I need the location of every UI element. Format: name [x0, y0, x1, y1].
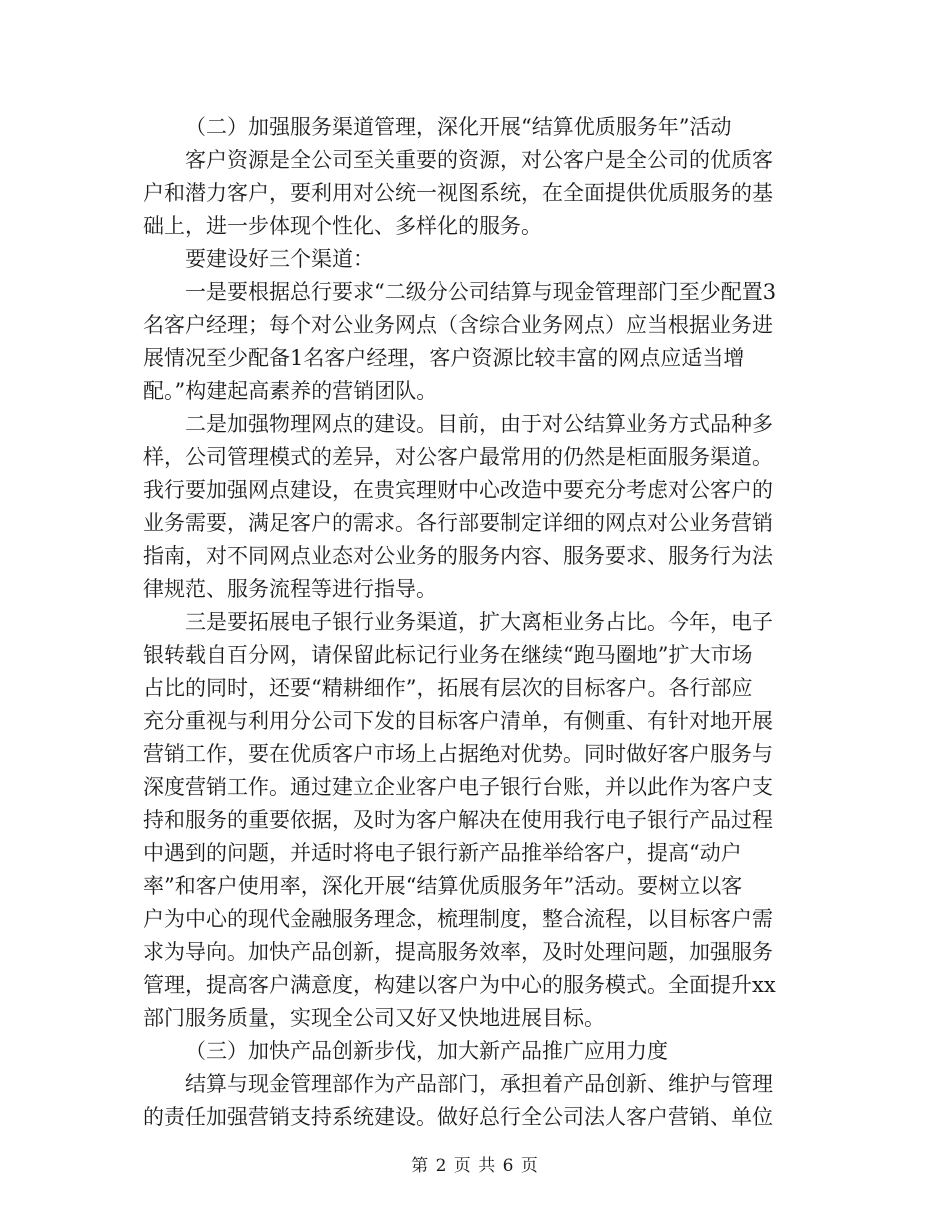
paragraph-line: 律规范、服务流程等进行指导。 — [143, 577, 437, 601]
section-heading-3: （三）加快产品创新步伐，加大新产品推广应用力度 — [185, 1039, 668, 1063]
paragraph-line: 管理，提高客户满意度，构建以客户为中心的服务模式。全面提升xx — [143, 973, 776, 997]
paragraph-line: 营销工作，要在优质客户市场上占据绝对优势。同时做好客户服务与 — [143, 742, 773, 766]
paragraph-line: 部门服务质量，实现全公司又好又快地进展目标。 — [143, 1006, 605, 1030]
paragraph-line: 样，公司管理模式的差异，对公客户最常用的仍然是柜面服务渠道。 — [143, 445, 773, 469]
paragraph-line: 中遇到的问题，并适时将电子银行新产品推举给客户，提高“动户 — [143, 841, 742, 865]
paragraph-line: 结算与现金管理部作为产品部门，承担着产品创新、维护与管理 — [185, 1072, 773, 1096]
paragraph-line: 要建设好三个渠道： — [185, 247, 374, 271]
paragraph-line: 持和服务的重要依据，及时为客户解决在使用我行电子银行产品过程 — [143, 808, 773, 832]
paragraph-line: 户和潜力客户，要利用对公统一视图系统，在全面提供优质服务的基 — [143, 181, 773, 205]
paragraph-line: 占比的同时，还要“精耕细作”，拓展有层次的目标客户。各行部应 — [143, 676, 753, 700]
paragraph-line: 一是要根据总行要求“二级分公司结算与现金管理部门至少配置3 — [185, 280, 777, 304]
paragraph-line: 的责任加强营销支持系统建设。做好总行全公司法人客户营销、单位 — [143, 1105, 773, 1129]
page-footer: 第 2 页 共 6 页 — [411, 1156, 539, 1176]
paragraph-line: 展情况至少配备1名客户经理，客户资源比较丰富的网点应适当增 — [143, 346, 745, 370]
paragraph-line: 础上，进一步体现个性化、多样化的服务。 — [143, 214, 542, 238]
paragraph-line: 名客户经理；每个对公业务网点（含综合业务网点）应当根据业务进 — [143, 313, 773, 337]
paragraph-line: 业务需要，满足客户的需求。各行部要制定详细的网点对公业务营销 — [143, 511, 773, 535]
paragraph-line: 二是加强物理网点的建设。目前，由于对公结算业务方式品种多 — [185, 412, 773, 436]
paragraph-line: 银转载自百分网，请保留此标记行业务在继续“跑马圈地”扩大市场 — [143, 643, 753, 667]
section-heading-2: （二）加强服务渠道管理，深化开展“结算优质服务年”活动 — [185, 115, 732, 139]
paragraph-line: 客户资源是全公司至关重要的资源，对公客户是全公司的优质客 — [185, 148, 773, 172]
paragraph-line: 求为导向。加快产品创新，提高服务效率，及时处理问题，加强服务 — [143, 940, 773, 964]
paragraph-line: 配。”构建起高素养的营销团队。 — [143, 379, 438, 403]
paragraph-line: 三是要拓展电子银行业务渠道，扩大离柜业务占比。今年，电子 — [185, 610, 773, 634]
paragraph-line: 指南，对不同网点业态对公业务的服务内容、服务要求、服务行为法 — [143, 544, 773, 568]
paragraph-line: 户为中心的现代金融服务理念，梳理制度，整合流程，以目标客户需 — [143, 907, 773, 931]
paragraph-line: 率”和客户使用率，深化开展“结算优质服务年”活动。要树立以客 — [143, 874, 743, 898]
paragraph-line: 充分重视与利用分公司下发的目标客户清单，有侧重、有针对地开展 — [143, 709, 773, 733]
paragraph-line: 深度营销工作。通过建立企业客户电子银行台账，并以此作为客户支 — [143, 775, 773, 799]
paragraph-line: 我行要加强网点建设，在贵宾理财中心改造中要充分考虑对公客户的 — [143, 478, 773, 502]
